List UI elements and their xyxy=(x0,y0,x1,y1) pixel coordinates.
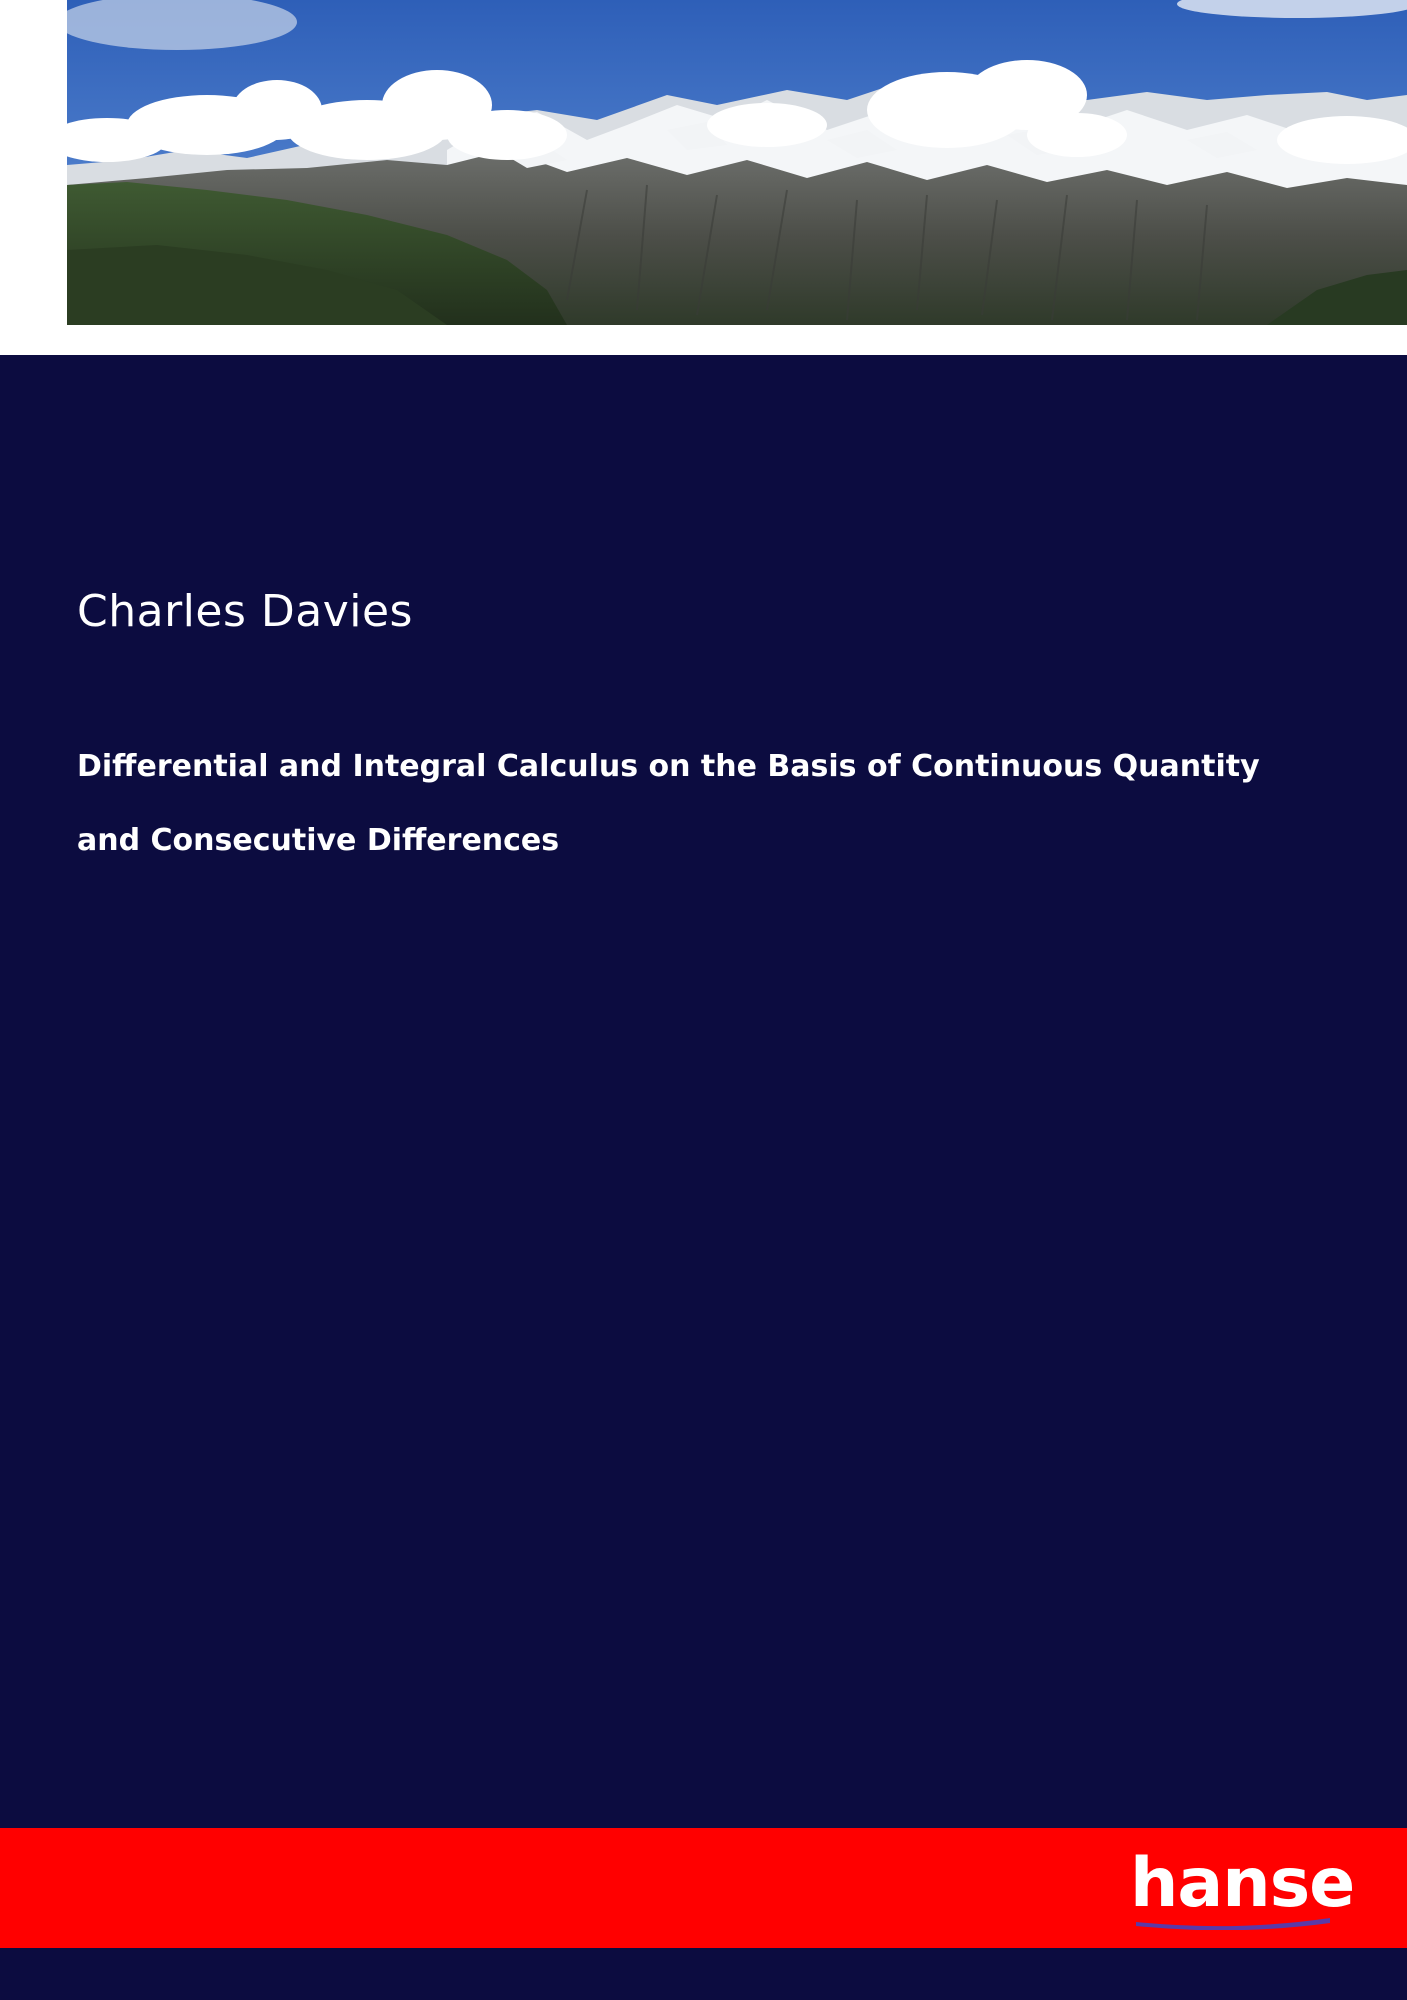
top-white-band xyxy=(0,0,1407,355)
swoosh-icon xyxy=(1134,1914,1334,1930)
author-name: Charles Davies xyxy=(77,586,413,637)
book-title: Differential and Integral Calculus on the Basis of Continuous Quantity and Consecutive Differences xyxy=(77,749,1260,858)
cover-background xyxy=(0,355,1407,1828)
mountain-panorama-image xyxy=(67,0,1407,325)
publisher-logo xyxy=(1130,1844,1355,1934)
publisher-logo-text: hanse xyxy=(1130,1844,1355,1923)
bottom-band xyxy=(0,1948,1407,2000)
